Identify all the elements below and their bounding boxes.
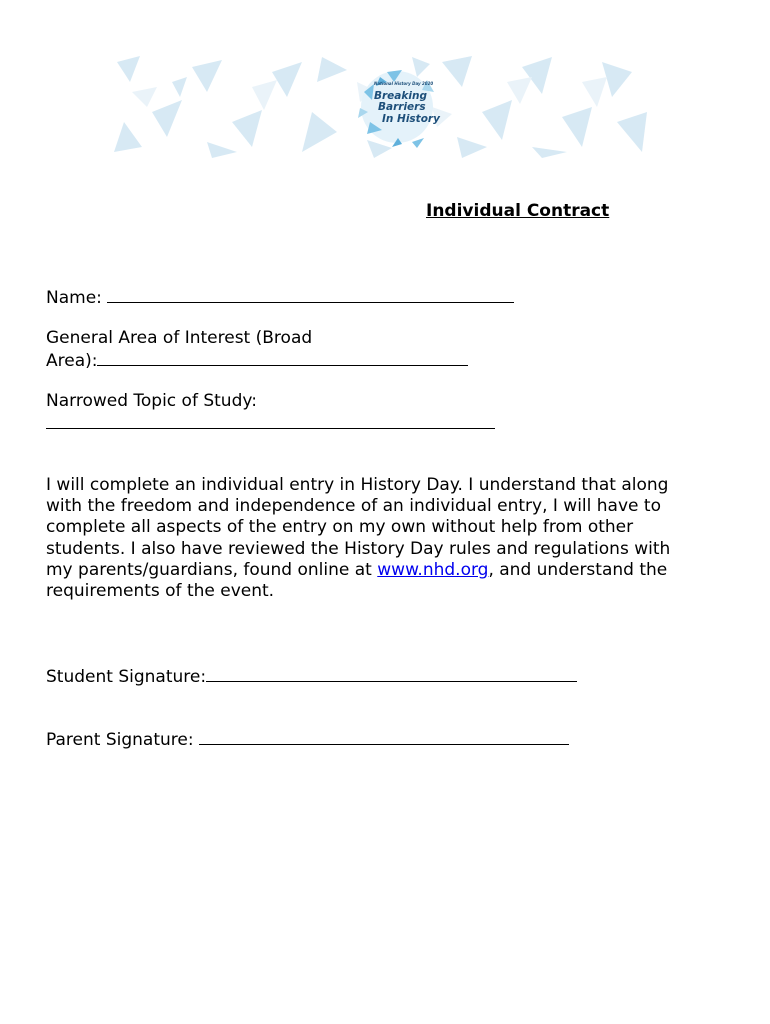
paragraph-line: I will complete an individual entry in History Day. I understand that along bbox=[46, 475, 669, 495]
area-field-row bbox=[46, 349, 468, 372]
area-label-line2: Area): bbox=[46, 351, 98, 371]
area-label-row bbox=[46, 328, 312, 349]
paragraph-line: students. I also have reviewed the History Day rules and regulations with bbox=[46, 538, 671, 559]
student-signature-row bbox=[46, 665, 577, 688]
topic-blank-line[interactable] bbox=[46, 412, 495, 429]
agreement-paragraph bbox=[46, 475, 736, 602]
name-blank-line[interactable] bbox=[107, 286, 514, 303]
paragraph-line: requirements of the event. bbox=[46, 581, 275, 602]
paragraph-line-start: my parents/guardians, found online at bbox=[46, 559, 378, 580]
logo-line-1: Breaking bbox=[374, 90, 427, 102]
name-field-row bbox=[46, 286, 514, 309]
logo-line-2: Barriers bbox=[378, 101, 426, 113]
topic-label: Narrowed Topic of Study: bbox=[46, 391, 257, 411]
paragraph-line bbox=[46, 560, 736, 581]
area-label-line1: General Area of Interest (Broad bbox=[46, 328, 313, 348]
paragraph-line: with the freedom and independence of an individual entry, I will have to bbox=[46, 496, 661, 517]
paragraph-line-end: , and understand the bbox=[488, 559, 668, 580]
student-signature-label: Student Signature: bbox=[46, 667, 207, 687]
paragraph-line: complete all aspects of the entry on my own without help from other bbox=[46, 517, 634, 538]
parent-signature-blank-line[interactable] bbox=[199, 728, 569, 745]
header-banner bbox=[112, 52, 652, 159]
document-title: Individual Contract bbox=[426, 201, 610, 221]
parent-signature-label: Parent Signature: bbox=[46, 730, 199, 750]
student-signature-blank-line[interactable] bbox=[206, 665, 577, 682]
name-label: Name: bbox=[46, 288, 108, 308]
logo-small-text: National History Day 2020 bbox=[374, 81, 434, 86]
topic-field-row bbox=[46, 412, 495, 435]
parent-signature-row bbox=[46, 728, 569, 751]
logo-line-3: In History bbox=[382, 113, 440, 125]
shard-pattern-image bbox=[112, 52, 652, 159]
nhd-website-link[interactable]: www.nhd.org bbox=[377, 559, 489, 580]
topic-label-row bbox=[46, 391, 257, 412]
area-blank-line[interactable] bbox=[97, 349, 468, 366]
